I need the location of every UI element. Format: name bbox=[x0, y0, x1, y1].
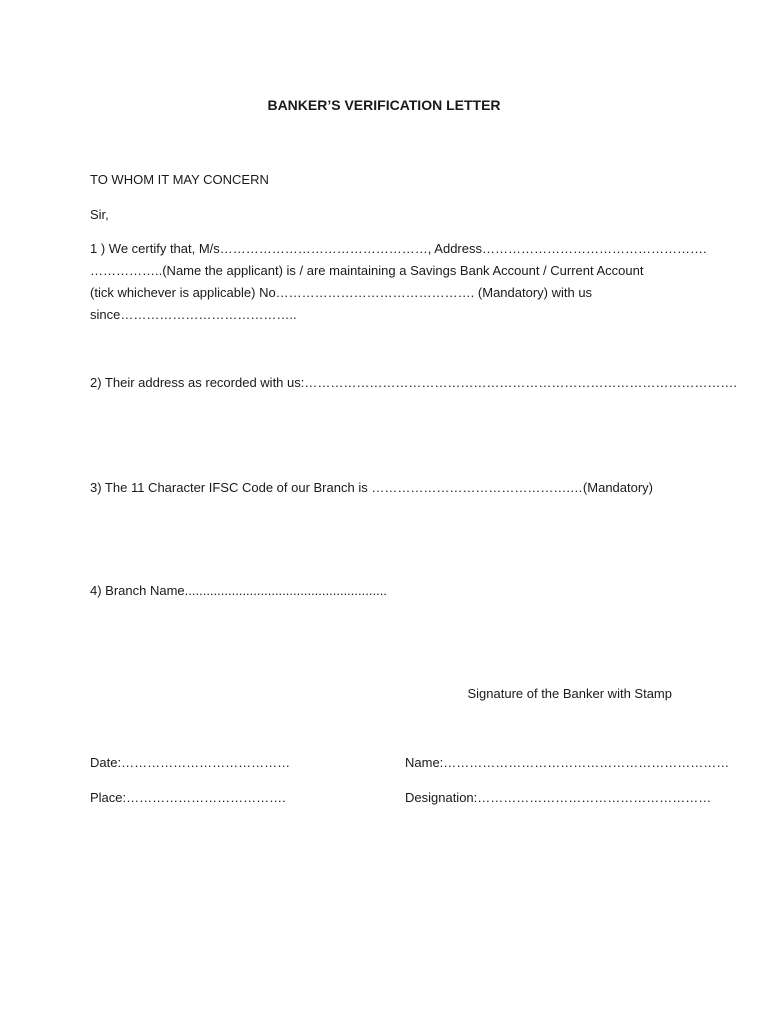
salutation: Sir, bbox=[90, 207, 109, 222]
item-1-line-3: (tick whichever is applicable) No………………………………………. (Mandatory) with us bbox=[90, 285, 593, 300]
item-1-line-2: ……………..(Name the applicant) is / are maintaining a Savings Bank Account / Current Account bbox=[90, 263, 644, 278]
signature-label: Signature of the Banker with Stamp bbox=[467, 686, 672, 701]
item-3: 3) The 11 Character IFSC Code of our Branch is ……………………………………….…(Mandatory) bbox=[90, 480, 654, 495]
item-1-paragraph bbox=[90, 238, 707, 326]
date-field: Date:………………………………… bbox=[90, 755, 291, 770]
name-field: Name:………………………………………………………… bbox=[405, 755, 730, 770]
salutation-to: TO WHOM IT MAY CONCERN bbox=[90, 172, 269, 187]
item-1-line-1: 1 ) We certify that, M/s…………………………………………, Address……………………………………………. bbox=[90, 241, 707, 256]
place-field: Place:………………………………. bbox=[90, 790, 286, 805]
letter-title: BANKER’S VERIFICATION LETTER bbox=[267, 97, 501, 113]
designation-field: Designation:……………………………………………… bbox=[405, 790, 712, 805]
item-4: 4) Branch Name........................................................ bbox=[90, 583, 387, 598]
item-2: 2) Their address as recorded with us:………………………………………………………………………………………. bbox=[90, 375, 737, 390]
item-1-line-4: since………………………………….. bbox=[90, 307, 297, 322]
